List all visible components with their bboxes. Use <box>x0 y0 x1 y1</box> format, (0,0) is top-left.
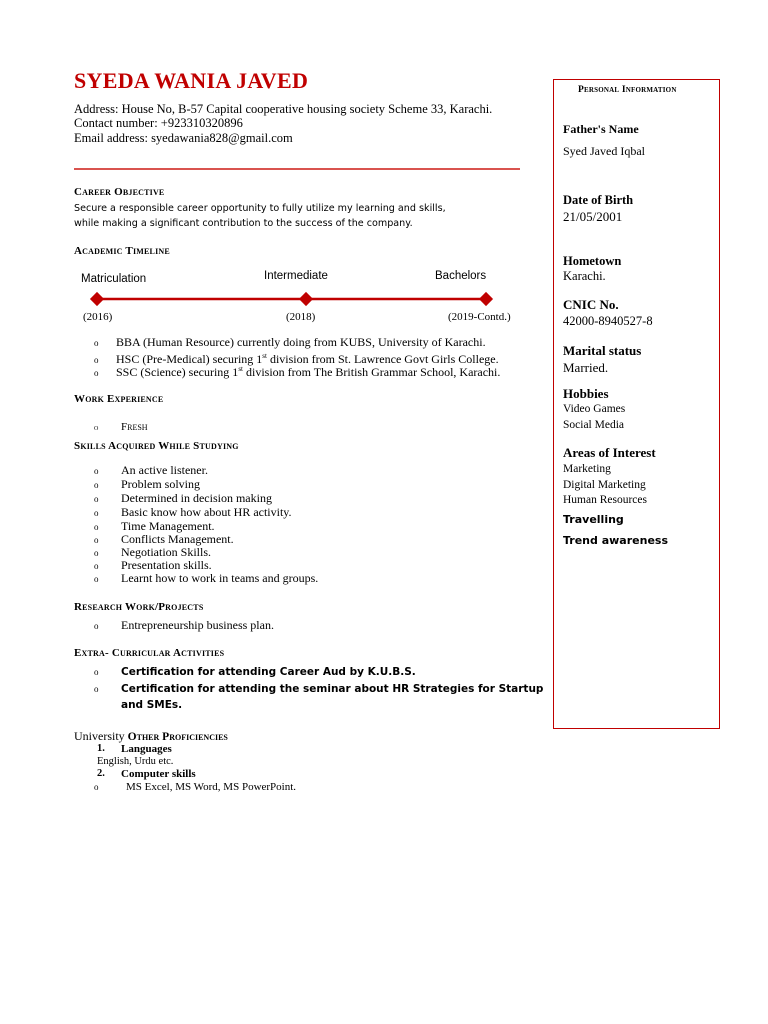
interest-item: Trend awareness <box>563 534 668 547</box>
languages-number: 1. <box>97 743 105 754</box>
interest-item: Travelling <box>563 513 624 526</box>
skill-item: o Basic know how about HR activity. <box>94 505 292 519</box>
career-objective-heading: Career Objective <box>74 186 165 198</box>
bullet-icon: o <box>94 355 99 365</box>
bullet-icon: o <box>94 667 99 677</box>
hobby-item: Social Media <box>563 419 624 431</box>
contact-number: Contact number: +923310320896 <box>74 116 243 130</box>
education-item: o HSC (Pre-Medical) securing 1st division from St. Lawrence Govt Girls College. <box>94 352 499 366</box>
computer-skills-title: Computer skills <box>121 768 196 780</box>
certification-item: o Certification for attending the seminar about HR Strategies for Startup <box>94 683 544 695</box>
skill-item: o Presentation skills. <box>94 558 212 572</box>
timeline-label-matriculation: Matriculation <box>81 273 147 285</box>
skill-item: o An active listener. <box>94 463 208 477</box>
bullet-icon: o <box>94 621 99 631</box>
bullet-icon: o <box>94 684 99 694</box>
bullet-icon: o <box>94 422 99 432</box>
timeline-year-bachelors: (2019-Contd.) <box>448 311 511 323</box>
career-objective-text <box>74 201 534 231</box>
bullet-icon: o <box>94 574 99 584</box>
bullet-icon: o <box>94 494 99 504</box>
bullet-icon: o <box>94 466 99 476</box>
areas-of-interest-label: Areas of Interest <box>563 445 656 460</box>
skill-item: o Negotiation Skills. <box>94 545 211 559</box>
hobbies-label: Hobbies <box>563 386 609 401</box>
work-experience-item: o Fresh <box>94 421 148 433</box>
marital-status-value: Married. <box>563 360 609 375</box>
interest-item: Human Resources <box>563 494 647 506</box>
skill-item: o Conflicts Management. <box>94 532 234 546</box>
cnic-value: 42000-8940527-8 <box>563 314 653 328</box>
dob-label: Date of Birth <box>563 193 634 207</box>
cnic-label: CNIC No. <box>563 297 619 312</box>
address-line: Address: House No, B-57 Capital cooperative housing society Scheme 33, Karachi. <box>74 102 493 116</box>
career-objective-line: Secure a responsible career opportunity to fully utilize my learning and skills, <box>74 203 446 214</box>
education-item: o BBA (Human Resource) currently doing from KUBS, University of Karachi. <box>94 335 486 349</box>
career-objective-line: while making a significant contribution to the success of the company. <box>74 218 413 229</box>
work-experience-heading: Work Experience <box>74 393 164 405</box>
languages-value: English, Urdu etc. <box>97 756 174 767</box>
timeline-marker-bachelors <box>479 292 493 306</box>
dob-value: 21/05/2001 <box>563 209 623 224</box>
timeline-marker-intermediate <box>299 292 313 306</box>
timeline-year-intermediate: (2018) <box>286 311 316 323</box>
bullet-icon: o <box>94 508 99 518</box>
academic-timeline-graphic <box>85 288 500 310</box>
research-item: o Entrepreneurship business plan. <box>94 618 274 632</box>
bullet-icon: o <box>94 548 99 558</box>
bullet-icon: o <box>94 561 99 571</box>
bullet-icon: o <box>94 782 99 792</box>
skill-item: o Time Management. <box>94 519 215 533</box>
email-address: Email address: syedawania828@gmail.com <box>74 131 293 145</box>
skill-item: o Learnt how to work in teams and groups. <box>94 571 319 585</box>
extra-curricular-heading: Extra- Curricular Activities <box>74 647 225 659</box>
bullet-icon: o <box>94 338 99 348</box>
bullet-icon: o <box>94 368 99 378</box>
father-name-value: Syed Javed Iqbal <box>563 144 645 158</box>
academic-timeline-heading: Academic Timeline <box>74 245 170 257</box>
timeline-label-intermediate: Intermediate <box>264 270 328 282</box>
certification-item-continued: and SMEs. <box>121 699 183 711</box>
timeline-label-bachelors: Bachelors <box>435 270 487 282</box>
personal-info-title: Personal Information <box>578 85 677 95</box>
computer-skills-number: 2. <box>97 768 105 779</box>
skill-item: o Determined in decision making <box>94 491 272 505</box>
hobby-item: Video Games <box>563 403 626 415</box>
father-name-label: Father's Name <box>563 122 639 136</box>
timeline-marker-matriculation <box>90 292 104 306</box>
hometown-value: Karachi. <box>563 269 606 283</box>
timeline-year-matriculation: (2016) <box>83 311 113 323</box>
skill-item: o Problem solving <box>94 477 201 491</box>
bullet-icon: o <box>94 480 99 490</box>
computer-skills-item: o MS Excel, MS Word, MS PowerPoint. <box>94 781 297 793</box>
hometown-label: Hometown <box>563 254 622 268</box>
research-heading: Research Work/Projects <box>74 601 204 613</box>
header-divider <box>74 168 520 170</box>
skills-heading: Skills Acquired While Studying <box>74 440 239 452</box>
interest-item: Digital Marketing <box>563 479 646 491</box>
languages-title: Languages <box>121 743 172 755</box>
bullet-icon: o <box>94 535 99 545</box>
interest-item: Marketing <box>563 463 611 475</box>
marital-status-label: Marital status <box>563 343 642 358</box>
proficiencies-heading: University Other Proficiencies <box>74 729 228 743</box>
candidate-name: SYEDA WANIA JAVED <box>74 68 309 93</box>
bullet-icon: o <box>94 522 99 532</box>
certification-item: o Certification for attending Career Aud by K.U.B.S. <box>94 666 416 678</box>
education-item: o SSC (Science) securing 1st division from The British Grammar School, Karachi. <box>94 365 501 379</box>
